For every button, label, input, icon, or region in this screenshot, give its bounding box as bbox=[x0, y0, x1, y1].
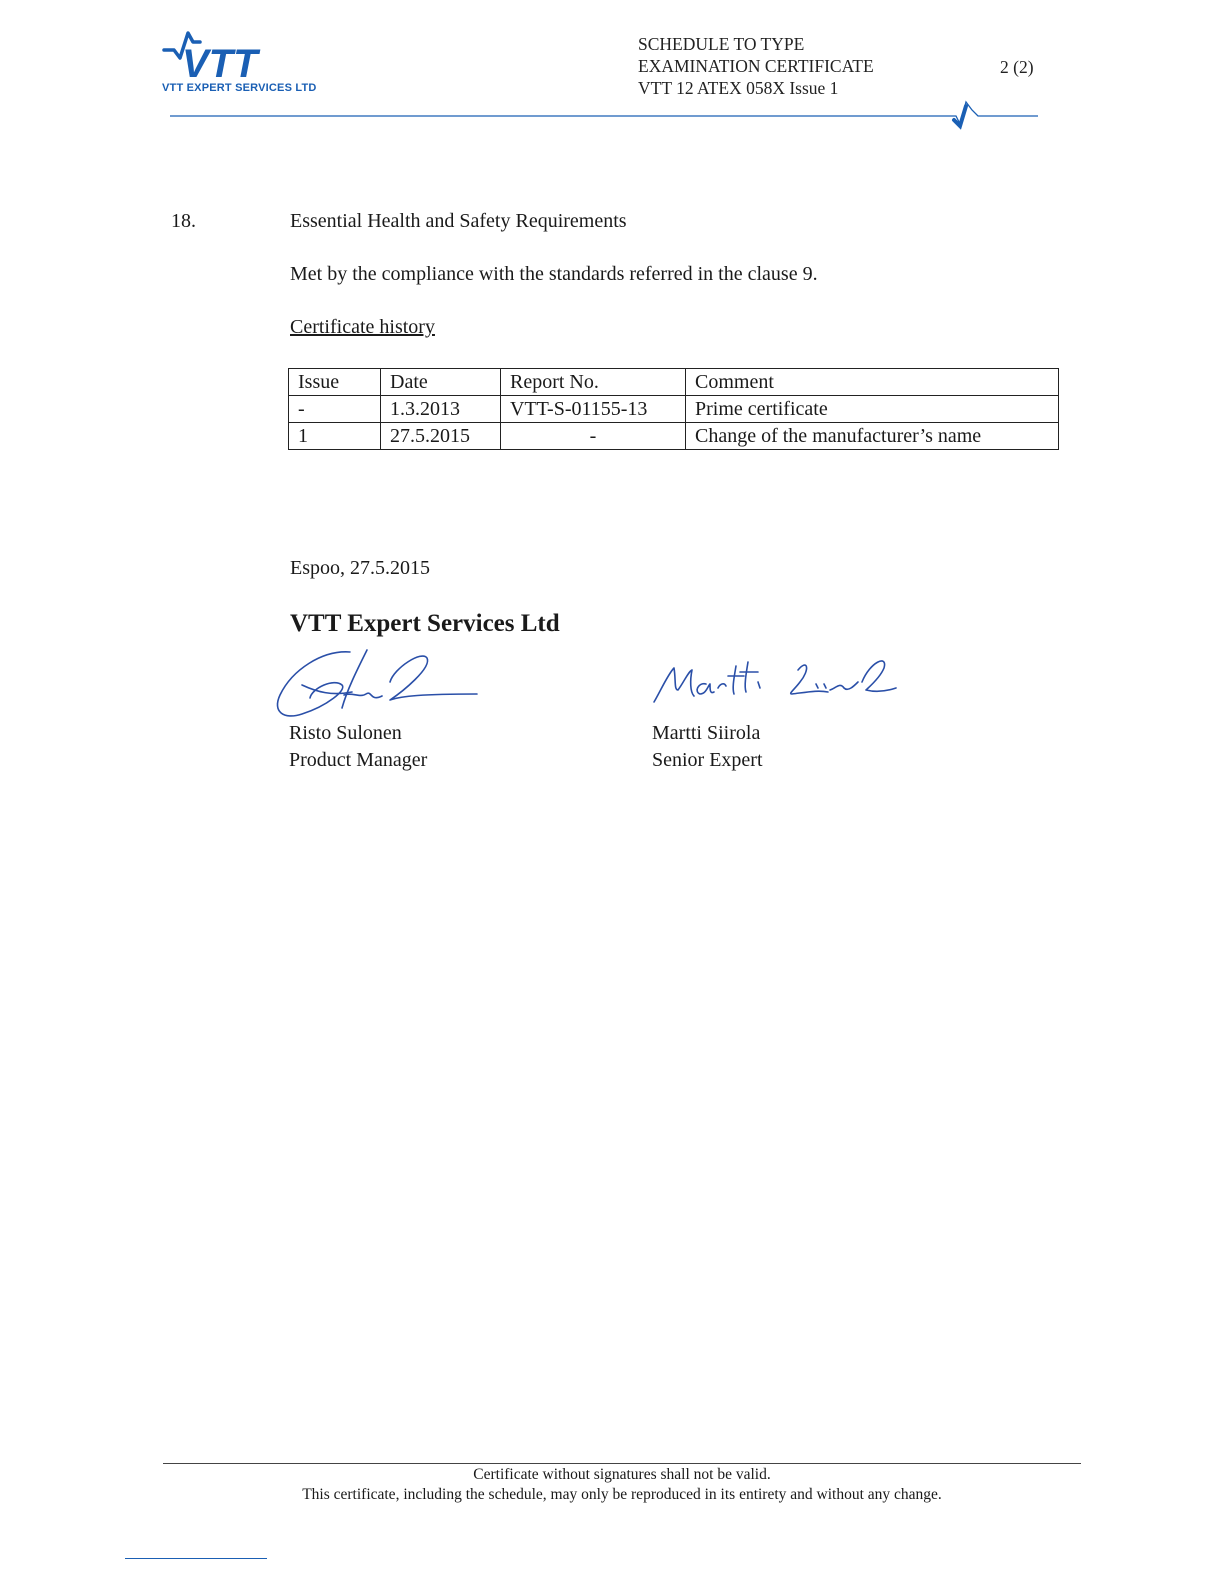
table-cell: - bbox=[501, 423, 686, 450]
certificate-history-heading: Certificate history bbox=[290, 316, 435, 338]
header-title bbox=[638, 33, 874, 99]
signer-title: Senior Expert bbox=[652, 749, 763, 771]
signer-1 bbox=[289, 720, 427, 774]
table-header-row bbox=[289, 369, 1059, 396]
signer-2 bbox=[652, 720, 763, 774]
place-date: Espoo, 27.5.2015 bbox=[290, 557, 430, 579]
footer-rule bbox=[163, 1463, 1081, 1464]
table-row bbox=[289, 396, 1059, 423]
footer-validity-note: Certificate without signatures shall not be valid. bbox=[473, 1466, 771, 1483]
table-cell: VTT-S-01155-13 bbox=[501, 396, 686, 423]
header-rule bbox=[170, 100, 1040, 130]
table-row bbox=[289, 423, 1059, 450]
table-cell: Prime certificate bbox=[686, 396, 1059, 423]
column-header: Report No. bbox=[501, 369, 686, 396]
column-header: Date bbox=[381, 369, 501, 396]
section-number: 18. bbox=[171, 210, 196, 232]
signer-title: Product Manager bbox=[289, 749, 428, 771]
vtt-logo-text: VTT bbox=[182, 42, 258, 82]
signer-name: Martti Siirola bbox=[652, 722, 761, 744]
signer-name: Risto Sulonen bbox=[289, 722, 402, 744]
header-title-line: EXAMINATION CERTIFICATE bbox=[638, 56, 874, 76]
table-cell: - bbox=[289, 396, 381, 423]
vtt-logo bbox=[160, 30, 340, 100]
company-name: VTT Expert Services Ltd bbox=[290, 610, 560, 637]
table-cell: Change of the manufacturer’s name bbox=[686, 423, 1059, 450]
logo-caption: VTT EXPERT SERVICES LTD bbox=[162, 82, 317, 94]
signature-risto-sulonen bbox=[272, 640, 487, 722]
section-title: Essential Health and Safety Requirements bbox=[290, 210, 627, 232]
signature-martti-siirola bbox=[648, 652, 908, 712]
table-cell: 1 bbox=[289, 423, 381, 450]
vtt-logo-mark bbox=[160, 30, 290, 82]
footer-reproduction-note: This certificate, including the schedule, may only be reproduced in its entirety and without any change. bbox=[302, 1486, 942, 1503]
compliance-text: Met by the compliance with the standards referred in the clause 9. bbox=[290, 263, 818, 285]
header-title-line: VTT 12 ATEX 058X Issue 1 bbox=[638, 78, 839, 98]
header-title-line: SCHEDULE TO TYPE bbox=[638, 34, 805, 54]
column-header: Issue bbox=[289, 369, 381, 396]
table-cell: 1.3.2013 bbox=[381, 396, 501, 423]
table-cell: 27.5.2015 bbox=[381, 423, 501, 450]
column-header: Comment bbox=[686, 369, 1059, 396]
certificate-history-table bbox=[288, 368, 1059, 450]
page-number: 2 (2) bbox=[1000, 57, 1034, 77]
bottom-link-rule bbox=[125, 1558, 267, 1559]
